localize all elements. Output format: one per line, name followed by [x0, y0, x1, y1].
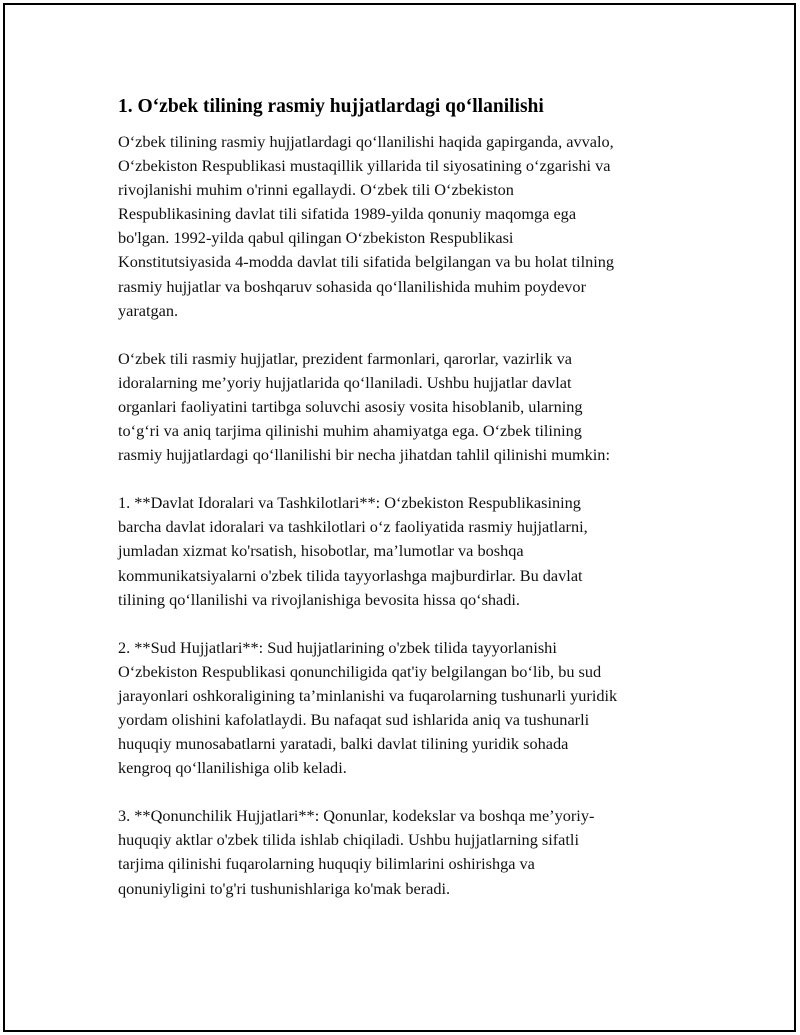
text-line: organlari faoliyatini tartibga soluvchi asosiy vosita hisoblanib, ularning [118, 396, 583, 416]
text-line: toʻgʻri va aniq tarjima qilinishi muhim ahamiyatga ega. Oʻzbek tilining [118, 421, 582, 441]
text-line: huquqiy aktlar o'zbek tilida ishlab chiqiladi. Ushbu hujjatlarning sifatli [118, 830, 579, 850]
text-line: 1. **Davlat Idoralari va Tashkilotlari**: Oʻzbekiston Respublikasining [118, 493, 581, 513]
text-line: tilining qoʻllanilishi va rivojlanishiga bevosita hissa qoʻshadi. [118, 589, 521, 609]
text-line: jarayonlari oshkoraligining taʼminlanishi va fuqarolarning tushunarli yuridik [118, 685, 618, 705]
list-item-3 [118, 804, 693, 900]
list-item-2 [118, 636, 693, 781]
text-line: bo'lgan. 1992-yilda qabul qilingan Oʻzbekiston Respublikasi [118, 228, 514, 248]
text-line: kengroq qoʻllanilishiga olib keladi. [118, 758, 347, 778]
list-item-1 [118, 491, 693, 611]
text-line: yaratgan. [118, 300, 179, 320]
text-line: Konstitutsiyasida 4-modda davlat tili sifatida belgilangan va bu holat tilning [118, 252, 615, 272]
text-line: rasmiy hujjatlardagi qoʻllanilishi bir necha jihatdan tahlil qilinishi mumkin: [118, 445, 610, 465]
text-line: Oʻzbek tilining rasmiy hujjatlardagi qoʻllanilishi haqida gapirganda, avvalo, [118, 132, 614, 151]
text-line: rivojlanishi muhim o'rinni egallaydi. Oʻzbek tili Oʻzbekiston [118, 180, 514, 200]
text-line: 2. **Sud Hujjatlari**: Sud hujjatlarining o'zbek tilida tayyorlanishi [118, 637, 557, 657]
text-line: 3. **Qonunchilik Hujjatlari**: Qonunlar, kodekslar va boshqa meʼyoriy- [118, 806, 595, 826]
text-line: rasmiy hujjatlar va boshqaruv sohasida qoʻllanilishida muhim poydevor [118, 276, 586, 296]
paragraph-1 [118, 130, 693, 323]
document-body [118, 94, 693, 925]
text-line: yordam olishini kafolatlaydi. Bu nafaqat sud ishlarida aniq va tushunarli [118, 709, 590, 729]
text-line: Oʻzbekiston Respublikasi qonunchiligida qat'iy belgilangan boʻlib, bu sud [118, 661, 602, 681]
text-line: barcha davlat idoralari va tashkilotlari oʻz faoliyatida rasmiy hujjatlarni, [118, 517, 588, 537]
text-line: huquqiy munosabatlarni yaratadi, balki davlat tilining yuridik sohada [118, 734, 569, 754]
section-heading: 1. Oʻzbek tilining rasmiy hujjatlardagi qoʻllanilishi [118, 96, 544, 117]
text-line: jumladan xizmat ko'rsatish, hisobotlar, maʼlumotlar va boshqa [118, 541, 524, 561]
text-line: kommunikatsiyalarni o'zbek tilida tayyorlashga majburdirlar. Bu davlat [118, 565, 583, 585]
text-line: Respublikasining davlat tili sifatida 1989-yilda qonuniy maqomga ega [118, 204, 577, 224]
text-line: qonuniyligini to'g'ri tushunishlariga ko'mak beradi. [118, 878, 451, 898]
text-line: idoralarning meʼyoriy hujjatlarida qoʻllaniladi. Ushbu hujjatlar davlat [118, 372, 572, 392]
text-line: tarjima qilinishi fuqarolarning huquqiy bilimlarini oshirishga va [118, 854, 535, 874]
paragraph-2 [118, 347, 693, 467]
text-line: Oʻzbek tili rasmiy hujjatlar, prezident farmonlari, qarorlar, vazirlik va [118, 348, 572, 368]
text-line: Oʻzbekiston Respublikasi mustaqillik yillarida til siyosatining oʻzgarishi va [118, 156, 611, 176]
